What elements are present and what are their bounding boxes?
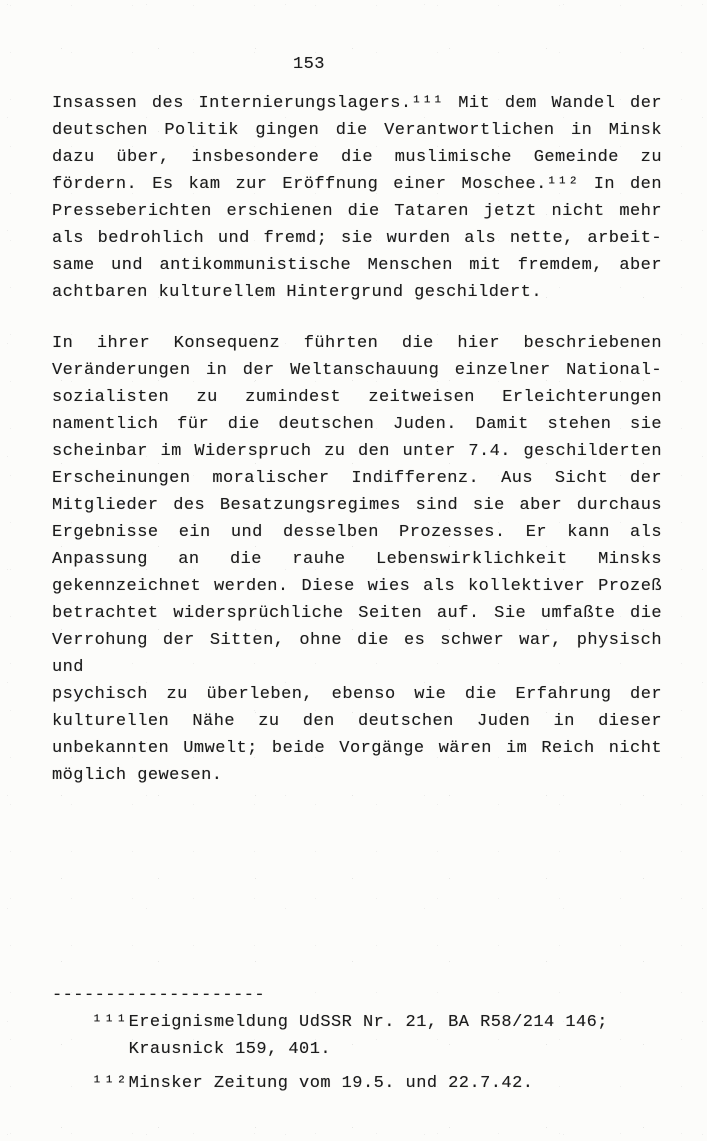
text-line: Mitglieder des Besatzungsregimes sind sie aber durchaus [52,496,662,515]
body-text [52,90,662,789]
footnote-marker: ¹¹² [92,1074,129,1093]
text-line: unbekannten Umwelt; beide Vorgänge wären im Reich nicht [52,739,662,758]
text-line: betrachtet widersprüchliche Seiten auf. Sie umfaßte die [52,604,662,623]
text-line: möglich gewesen. [52,766,223,785]
text-line: achtbaren kulturellem Hintergrund geschildert. [52,283,542,302]
text-line: fördern. Es kam zur Eröffnung einer Moschee.¹¹² In den [52,175,662,194]
text-line: namentlich für die deutschen Juden. Damit stehen sie [52,415,662,434]
text-line: same und antikommunistische Menschen mit fremdem, aber [52,256,662,275]
footnote-line: Krausnick 159, 401. [128,1040,331,1059]
text-line: kulturellen Nähe zu den deutschen Juden in dieser [52,712,662,731]
text-line: gekennzeichnet werden. Diese wies als kollektiver Prozeß [52,577,662,596]
footnote-separator: -------------------- [52,986,266,1005]
text-line: psychisch zu überleben, ebenso wie die Erfahrung der [52,685,662,704]
footnote [52,1009,662,1063]
footnote-text [129,1009,662,1063]
page-number: 153 [293,55,325,74]
text-line: als bedrohlich und fremd; sie wurden als nette, arbeit- [52,229,662,248]
text-line: Presseberichten erschienen die Tataren jetzt nicht mehr [52,202,662,221]
text-line: Erscheinungen moralischer Indifferenz. Aus Sicht der [52,469,662,488]
footnote-line: Ereignismeldung UdSSR Nr. 21, BA R58/214 146; [128,1013,608,1032]
text-line: Veränderungen in der Weltanschauung einzelner National- [52,361,662,380]
paragraph [52,330,662,789]
footnotes-section [52,1009,662,1097]
footnote-marker: ¹¹¹ [92,1013,129,1032]
footnote [52,1070,662,1097]
paragraph [52,90,662,306]
text-line: deutschen Politik gingen die Verantwortlichen in Minsk [52,121,662,140]
text-line: Anpassung an die rauhe Lebenswirklichkeit Minsks [52,550,662,569]
text-line: Insassen des Internierungslagers.¹¹¹ Mit dem Wandel der [52,94,662,113]
text-line: Ergebnisse ein und desselben Prozesses. Er kann als [52,523,662,542]
text-line: dazu über, insbesondere die muslimische Gemeinde zu [52,148,662,167]
footnote-line: Minsker Zeitung vom 19.5. und 22.7.42. [128,1074,534,1093]
text-line: Verrohung der Sitten, ohne die es schwer war, physisch und [52,631,662,677]
text-line: In ihrer Konsequenz führten die hier beschriebenen [52,334,662,353]
footnote-text [129,1070,662,1097]
text-line: scheinbar im Widerspruch zu den unter 7.4. geschilderten [52,442,662,461]
text-line: sozialisten zu zumindest zeitweisen Erleichterungen [52,388,662,407]
